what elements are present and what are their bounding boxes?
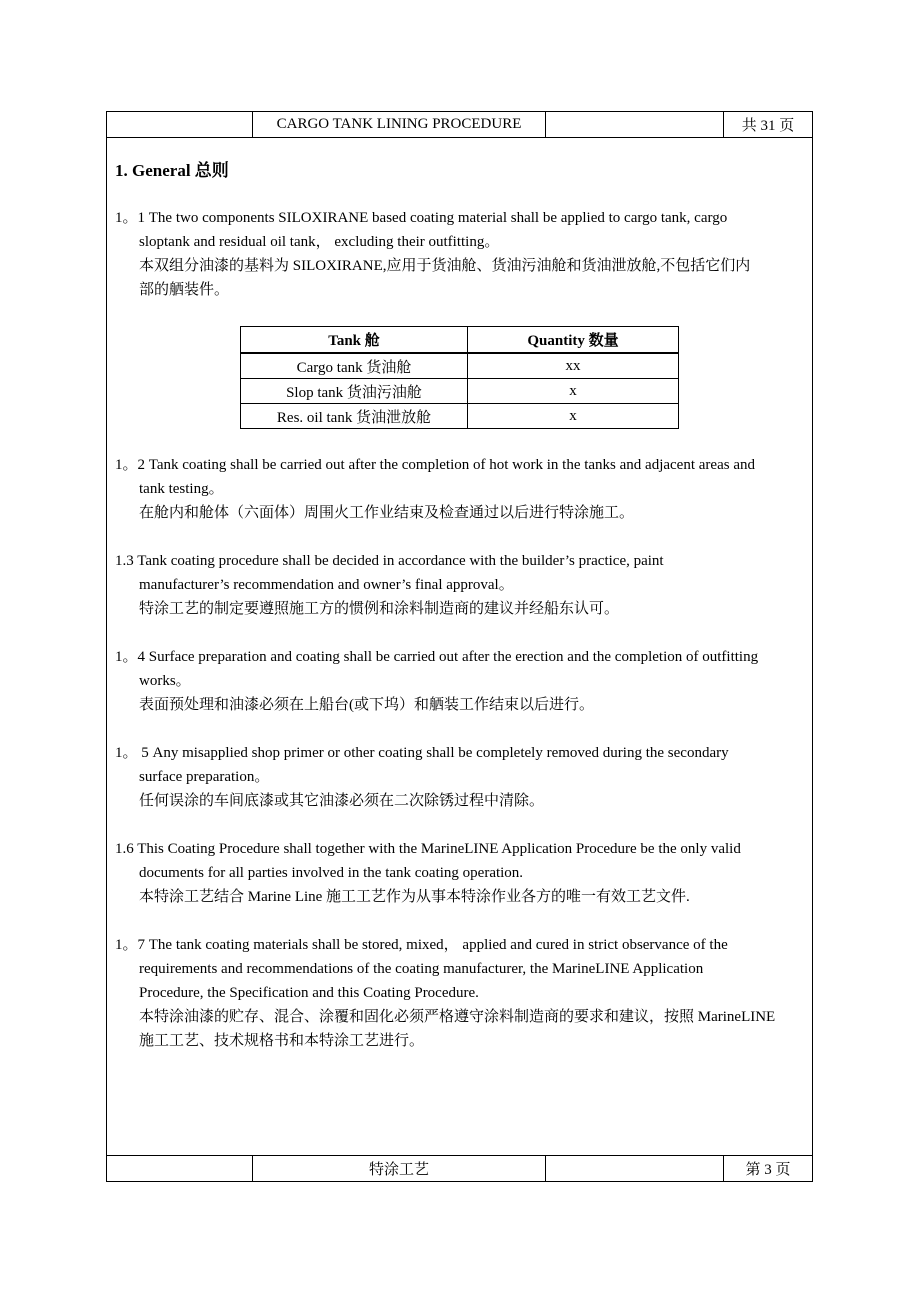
para-line: requirements and recommendations of the coating manufacturer, the MarineLINE Application [139, 961, 704, 977]
para-line-cn: 本双组分油漆的基料为 SILOXIRANE,应用于货油舱、货油污油舱和货油泄放舱,不包括它们内 [139, 258, 751, 274]
para-line: manufacturer’s recommendation and owner’s final approval。 [139, 577, 514, 593]
footer-title: 特涂工艺 [253, 1156, 546, 1181]
table-row [241, 379, 679, 404]
table-cell-quantity: xx [468, 353, 679, 379]
para-line: 1.6 This Coating Procedure shall together with the MarineLINE Application Procedure be the only valid [115, 841, 741, 857]
para-line: 1.3 Tank coating procedure shall be decided in accordance with the builder’s practice, paint [115, 553, 664, 569]
para-line: 1。2 Tank coating shall be carried out after the completion of hot work in the tanks and adjacent areas and [115, 457, 755, 473]
para-line-cn: 部的舾装件。 [139, 282, 230, 298]
table-cell-tank: Slop tank 货油污油舱 [241, 379, 468, 404]
para-line: 1。4 Surface preparation and coating shall be carried out after the erection and the completion of outfitting [115, 649, 759, 665]
para-line-cn: 本特涂油漆的贮存、混合、涂覆和固化必须严格遵守涂料制造商的要求和建议，按照 MarineLINE [139, 1009, 776, 1025]
paragraph-1-3 [115, 549, 805, 621]
table-header-row [241, 327, 679, 354]
para-line: Procedure, the Specification and this Coating Procedure. [139, 985, 479, 1001]
table-header-tank: Tank 舱 [241, 327, 468, 354]
header-cell-empty-2 [546, 112, 724, 137]
table-row [241, 353, 679, 379]
para-line: surface preparation。 [139, 769, 270, 785]
para-line-cn: 本特涂工艺结合 Marine Line 施工工艺作为从事本特涂作业各方的唯一有效工艺文件. [139, 889, 690, 905]
table-cell-quantity: x [468, 379, 679, 404]
footer-row [107, 1155, 812, 1181]
tank-quantity-table [240, 326, 679, 429]
paragraph-1-1 [115, 206, 805, 302]
para-line: 1。7 The tank coating materials shall be stored, mixed， applied and cured in strict observance of the [115, 937, 728, 953]
paragraph-1-5 [115, 741, 805, 813]
para-line-cn: 特涂工艺的制定要遵照施工方的惯例和涂料制造商的建议并经船东认可。 [139, 601, 620, 617]
table-cell-tank: Cargo tank 货油舱 [241, 353, 468, 379]
page-frame [106, 111, 813, 1182]
paragraph-1-6 [115, 837, 805, 909]
footer-cell-empty-2 [546, 1156, 724, 1181]
footer-page-number: 第 3 页 [745, 1162, 791, 1178]
page-content [115, 158, 805, 1077]
para-line-cn: 任何误涂的车间底漆或其它油漆必须在二次除锈过程中清除。 [139, 793, 545, 809]
table-header-quantity: Quantity 数量 [468, 327, 679, 354]
para-line: 1。 5 Any misapplied shop primer or other coating shall be completely removed during the secondary [115, 745, 729, 761]
header-row [107, 112, 812, 138]
paragraph-1-7 [115, 933, 805, 1053]
section-heading: 1. General 总则 [115, 161, 229, 180]
para-line: documents for all parties involved in the tank coating operation. [139, 865, 524, 881]
para-line-cn: 在舱内和舱体（六面体）周围火工作业结束及检查通过以后进行特涂施工。 [139, 505, 635, 521]
para-line: tank testing。 [139, 481, 224, 497]
para-line: sloptank and residual oil tank， excluding their outfitting。 [139, 234, 500, 250]
table-cell-quantity: x [468, 404, 679, 429]
header-total-pages: 共 31 页 [741, 118, 795, 134]
footer-cell-empty-1 [107, 1156, 253, 1181]
header-cell-empty-1 [107, 112, 253, 137]
table-row [241, 404, 679, 429]
para-line: 1。1 The two components SILOXIRANE based coating material shall be applied to cargo tank, cargo [115, 210, 728, 226]
header-title: CARGO TANK LINING PROCEDURE [253, 112, 546, 137]
para-line-cn: 施工工艺、技术规格书和本特涂工艺进行。 [139, 1033, 425, 1049]
para-line: works。 [139, 673, 191, 689]
table-cell-tank: Res. oil tank 货油泄放舱 [241, 404, 468, 429]
paragraph-1-2 [115, 453, 805, 525]
para-line-cn: 表面预处理和油漆必须在上船台(或下坞）和舾装工作结束以后进行。 [139, 697, 594, 713]
paragraph-1-4 [115, 645, 805, 717]
